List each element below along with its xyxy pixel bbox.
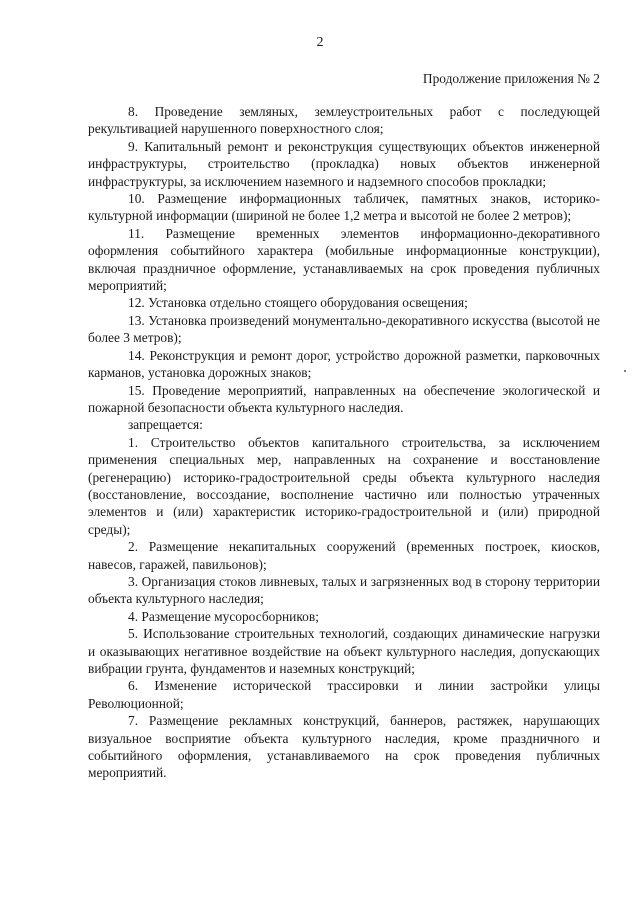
paragraph-item-11: 11. Размещение временных элементов информационно-декоративного оформления событийного характера (мобильные информационные конструкции), включая праздничное оформление, устанавливаемых на срок проведения публичных мероприятий; <box>88 225 600 294</box>
prohibited-item-2: 2. Размещение некапитальных сооружений (временных построек, киосков, навесов, гаражей, павильонов); <box>88 539 600 572</box>
prohibited-item-7: 7. Размещение рекламных конструкций, баннеров, растяжек, нарушающих визуальное восприятие объекта культурного наследия, кроме праздничного и событийного оформления, устанавливаемого на срок проведения публичных мероприятий. <box>88 713 600 781</box>
scan-speck <box>624 370 626 372</box>
paragraph-item-9: 9. Капитальный ремонт и реконструкция существующих объектов инженерной инфраструктуры, строительство (прокладка) новых объектов инженерной инфраструктуры, за исключением наземного и надземного способов прокладки; <box>88 138 600 189</box>
appendix-continuation-note: Продолжение приложения № 2 <box>422 71 600 86</box>
paragraph-item-13: 13. Установка произведений монументально-декоративного искусства (высотой не более 3 метров); <box>88 312 600 346</box>
document-body <box>88 103 600 782</box>
paragraph-item-10: 10. Размещение информационных табличек, памятных знаков, историко-культурной информации (шириной не более 1,2 метра и высотой не более 2 метров); <box>88 191 600 224</box>
prohibited-intro: запрещается: <box>128 417 203 433</box>
paragraph-item-12: 12. Установка отдельно стоящего оборудования освещения; <box>128 295 468 311</box>
prohibited-item-3: 3. Организация стоков ливневых, талых и загрязненных вод в сторону территории объекта культурного наследия; <box>88 573 600 607</box>
prohibited-item-1: 1. Строительство объектов капитального строительства, за исключением применения специальных мер, направленных на сохранение и восстановление (регенерацию) историко-градостроительной среды объекта культурного наследия (восстановление, воссоздание, восполнение частично или полностью утраченных элементов и (или) характеристик историко-градостроительной и (или) природной среды); <box>88 434 600 537</box>
paragraph-item-14: 14. Реконструкция и ремонт дорог, устройство дорожной разметки, парковочных карманов, установка дорожных знаков; <box>88 347 600 381</box>
prohibited-item-5: 5. Использование строительных технологий, создающих динамические нагрузки и оказывающих негативное воздействие на объект культурного наследия, допускающих вибрации грунта, фундаментов и наземных конструкций; <box>88 626 600 676</box>
prohibited-item-4: 4. Размещение мусоросборников; <box>128 608 319 624</box>
paragraph-item-15: 15. Проведение мероприятий, направленных на обеспечение экологической и пожарной безопасности объекта культурного наследия. <box>88 382 600 415</box>
page-number: 2 <box>316 35 324 50</box>
paragraph-item-8: 8. Проведение земляных, землеустроительных работ с последующей рекультивацией нарушенного поверхностного слоя; <box>88 104 600 137</box>
prohibited-item-6: 6. Изменение исторической трассировки и линии застройки улицы Революционной; <box>88 678 600 711</box>
